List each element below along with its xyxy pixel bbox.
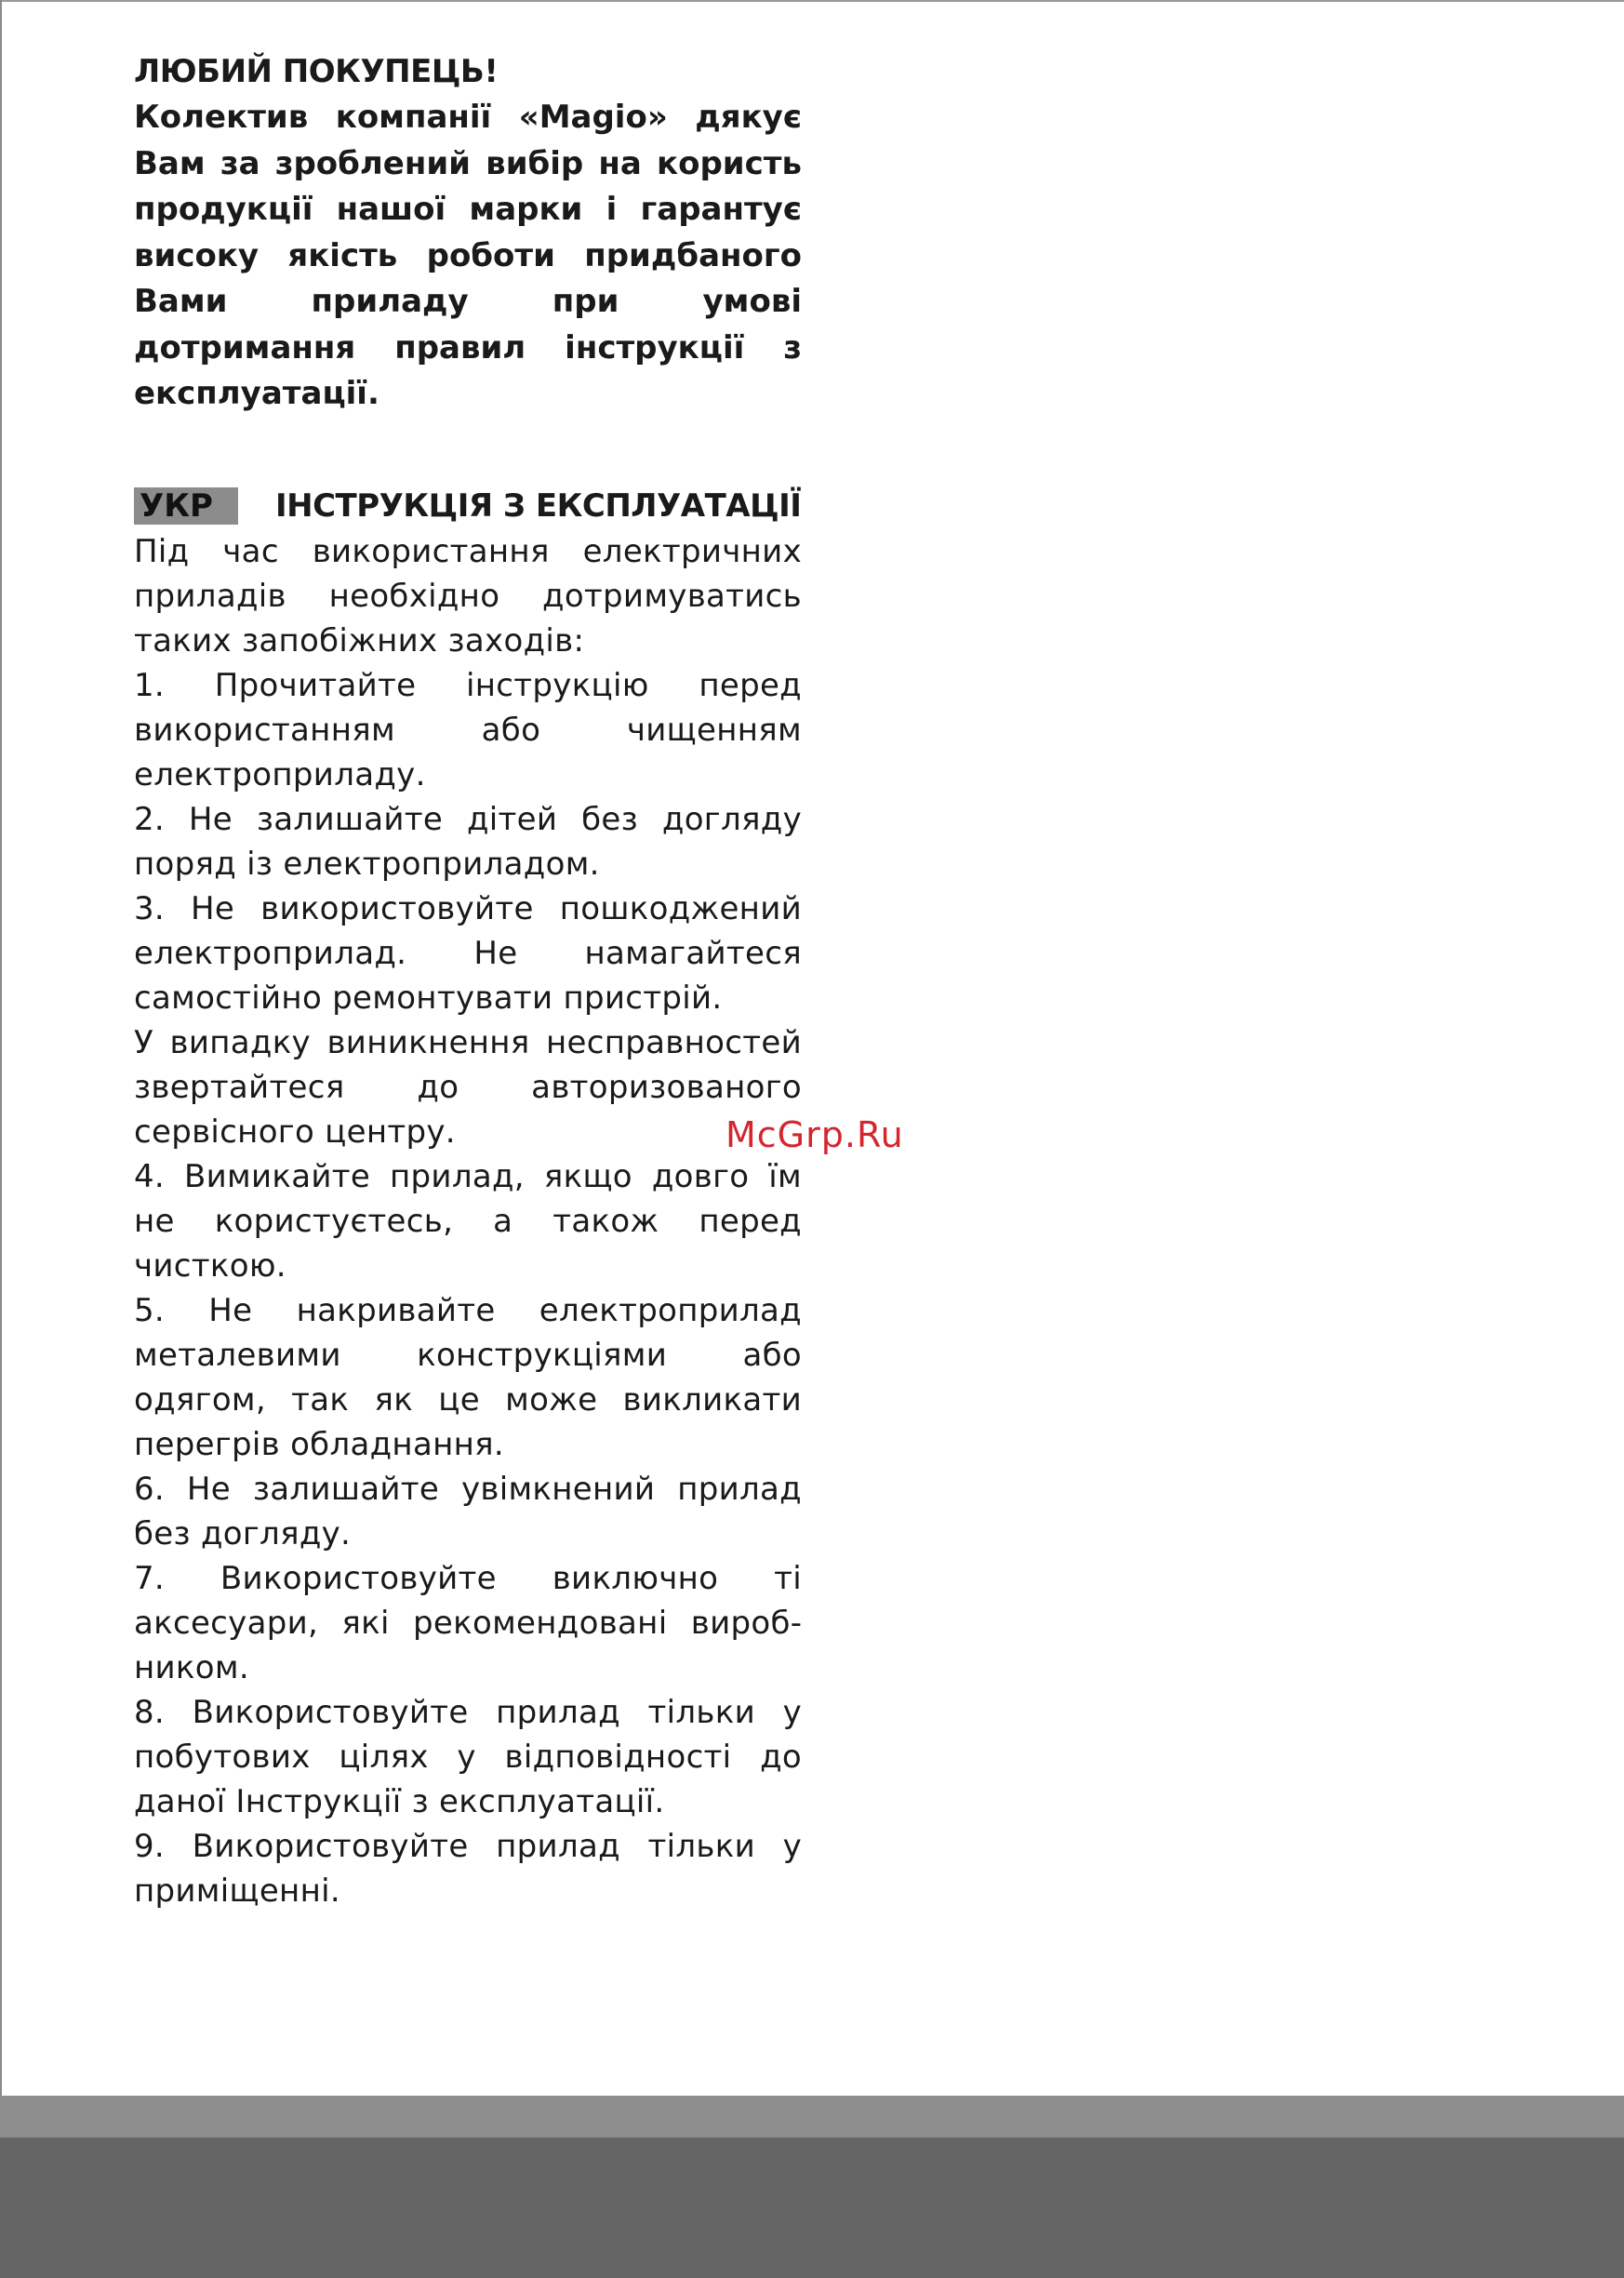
instructions-intro: Під час використання електричних приладів необхідно дотримуватись таких запобіжних заходів: [134,532,802,659]
footer-band-light [0,2096,1624,2138]
instruction-item: 7. Використовуйте виключно ті аксесуари, які рекомендовані виробником. [134,1559,802,1686]
page-border-left [0,0,2,2096]
greeting-body: Колектив компанії «Magio» дякує Вам за зроблений вибір на користь продукції нашої марки і гарантує високу якість роботи придбаного Вами приладу при умові дотримання правил інструкції з експлуатації. [134,99,802,412]
instruction-item: 4. Вимикайте прилад, якщо довго їм не користуєтесь, а також перед чисткою. [134,1157,802,1285]
page-border-top [0,0,1624,2]
section-header [134,483,802,529]
section-title: ІНСТРУКЦІЯ З ЕКСПЛУАТАЦІЇ [275,486,802,525]
instruction-item: 8. Використовуйте прилад тільки у побутових цілях у відповідності до даної Інструкції з експлуатації. [134,1693,802,1820]
instruction-item: 2. Не залишайте дітей без догляду поряд із електроприладом. [134,800,802,883]
page-content [134,48,802,1913]
instruction-item: У випадку виникнення несправностей звертайтеся до авторизованого сервісного центру. [134,1023,802,1151]
greeting-title: ЛЮБИЙ ПОКУПЕЦЬ! [134,53,499,90]
instruction-item: 9. Використовуйте прилад тільки у приміщенні. [134,1827,802,1910]
language-badge: УКР [134,487,238,525]
instructions-list [134,529,802,1913]
instruction-item: 6. Не залишайте увімкнений прилад без догляду. [134,1470,802,1552]
watermark-text: McGrp.Ru [725,1114,904,1155]
instruction-item: 3. Не використовуйте пошкоджений електроприлад. Не намагайтеся самостійно ремонтувати пристрій. [134,889,802,1017]
footer-band-dark [0,2138,1624,2278]
instruction-item: 1. Прочитайте інструкцію перед використанням або чищенням електроприладу. [134,666,802,793]
instruction-item: 5. Не накривайте електроприлад металевими конструкціями або одягом, так як це може викликати перегрів обладнання. [134,1291,802,1463]
